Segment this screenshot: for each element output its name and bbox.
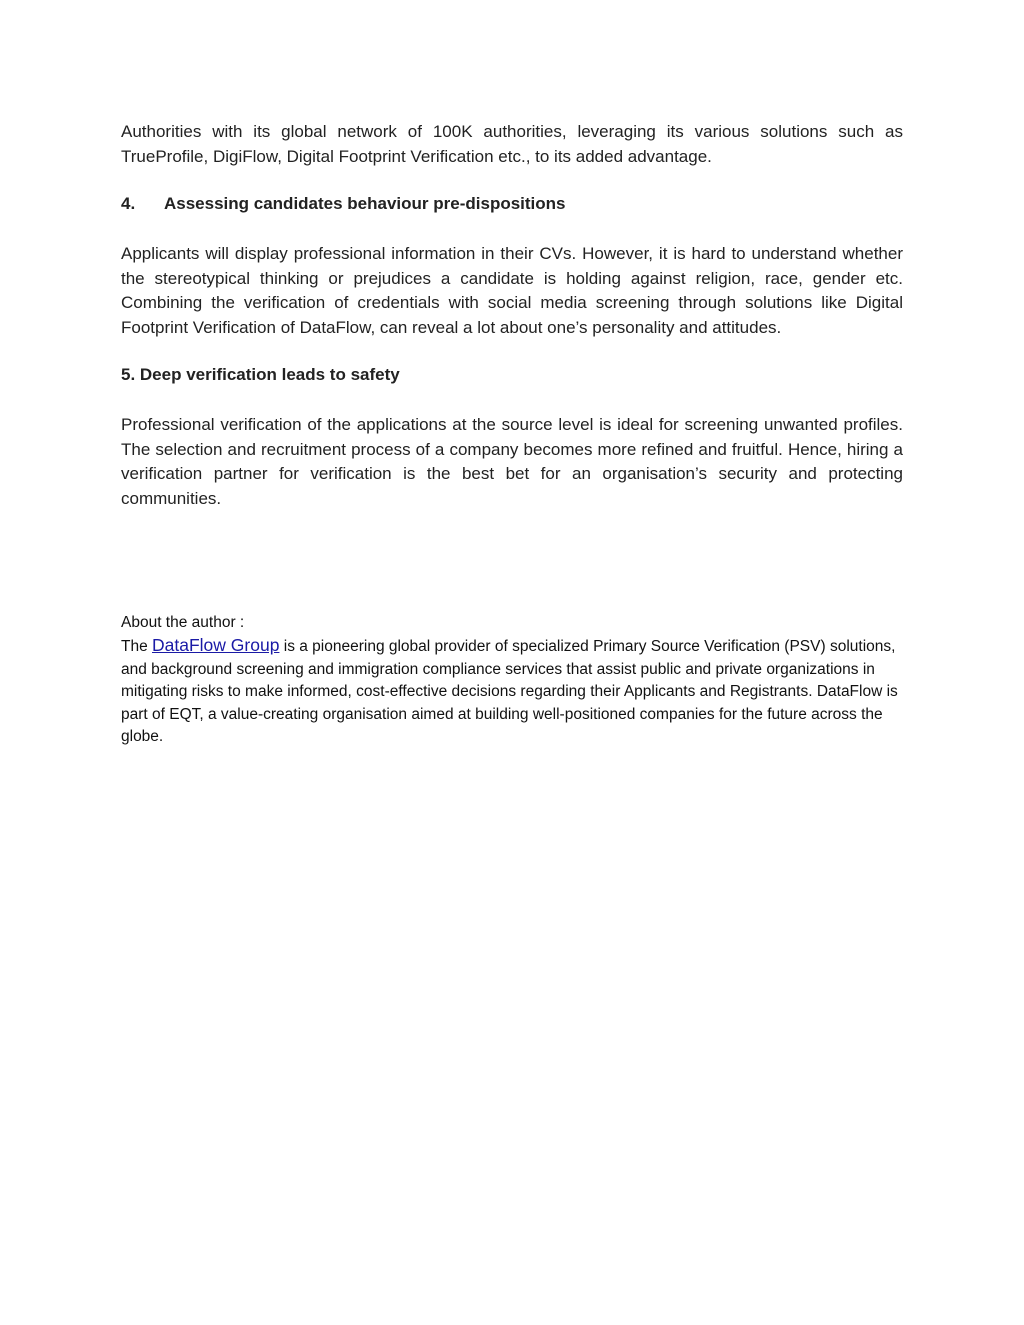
intro-paragraph: Authorities with its global network of 100K authorities, leveraging its various solutions such as TrueProfile, DigiFlow, Digital Footprint Verification etc., to its added advantage. bbox=[121, 122, 903, 166]
about-author-title: About the author : bbox=[121, 614, 245, 631]
section-4-title: Assessing candidates behaviour pre-dispositions bbox=[164, 194, 566, 213]
about-author-body bbox=[121, 634, 903, 749]
section-4-heading bbox=[121, 192, 903, 216]
section-5-heading: 5. Deep verification leads to safety bbox=[121, 365, 400, 384]
about-description: is a pioneering global provider of specialized Primary Source Verification (PSV) solutions, and background screening and immigration compliance services that assist public and private organizations in mitigating risks to make informed, cost-effective decisions regarding their Applicants and Registrants. DataFlow is part of EQT, a value-creating organisation aimed at building well-positioned companies for the future across the globe. bbox=[121, 638, 898, 746]
section-4-paragraph: Applicants will display professional information in their CVs. However, it is hard to understand whether the stereotypical thinking or prejudices a candidate is holding against religion, race, gender etc. Combining the verification of credentials with social media screening through solutions like Digital Footprint Verification of DataFlow, can reveal a lot about one’s personality and attitudes. bbox=[121, 244, 903, 337]
about-author-section bbox=[121, 612, 903, 749]
section-5-paragraph: Professional verification of the applications at the source level is ideal for screening unwanted profiles. The selection and recruitment process of a company becomes more refined and fruitful. Hence, hiring a verification partner for verification is the best bet for an organisation’s security and protecting communities. bbox=[121, 415, 903, 508]
dataflow-group-link[interactable]: DataFlow Group bbox=[152, 635, 280, 655]
article-body bbox=[121, 120, 903, 511]
about-prefix: The bbox=[121, 638, 153, 655]
section-4-number: 4. bbox=[121, 194, 136, 213]
